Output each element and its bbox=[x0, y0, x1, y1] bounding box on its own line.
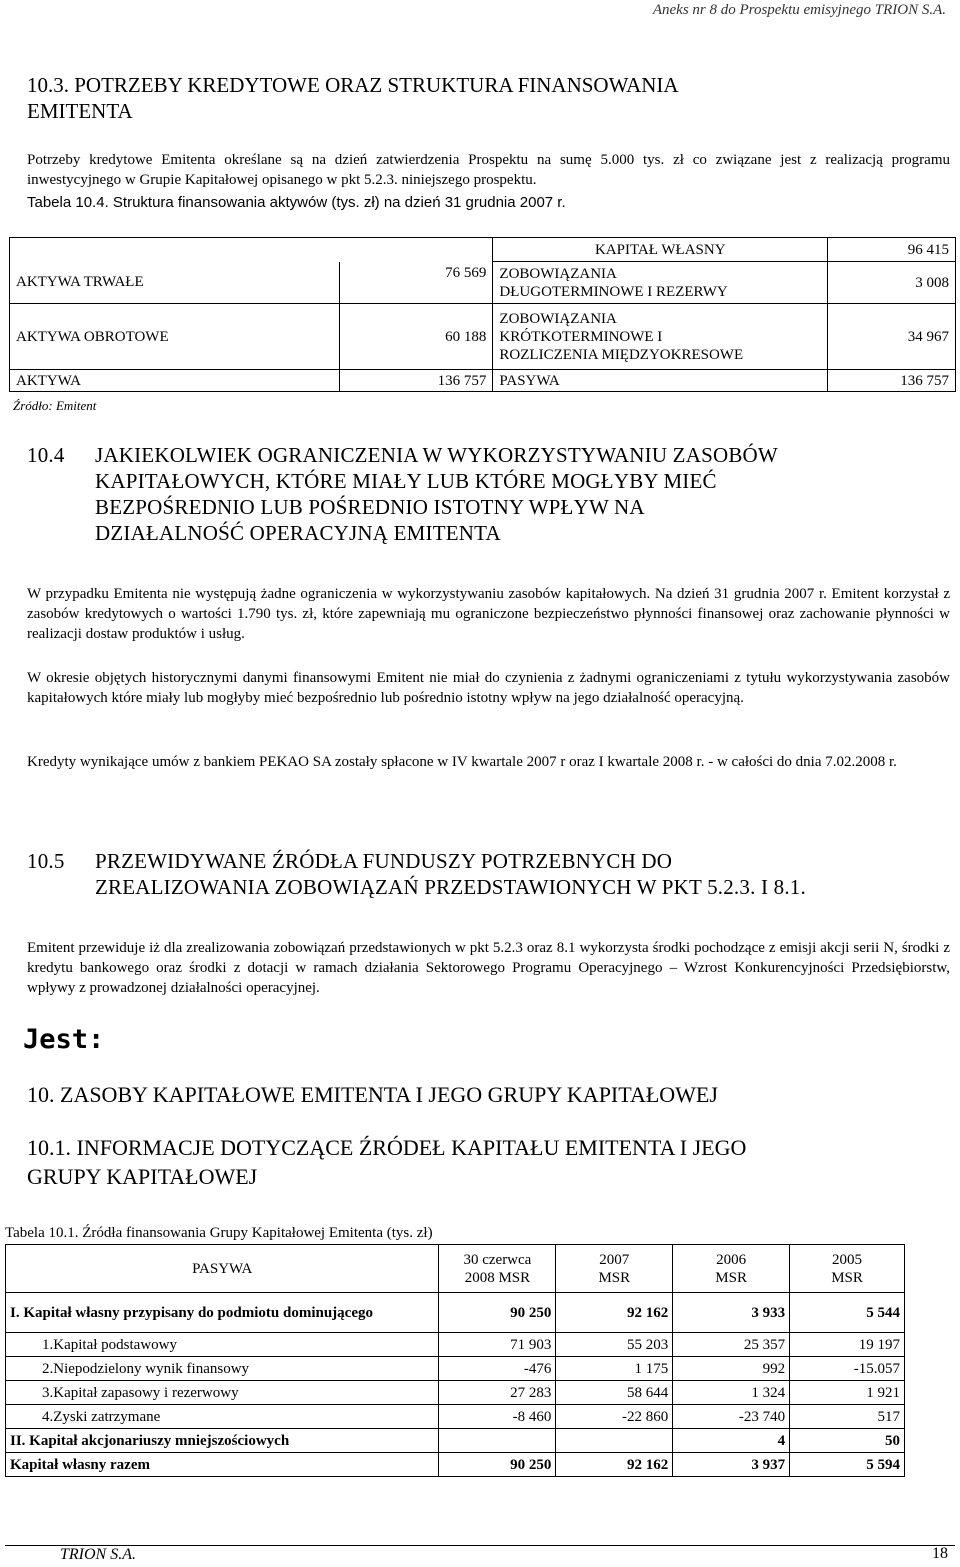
header-line: 2005 bbox=[832, 1251, 863, 1268]
running-header: Aneks nr 8 do Prospektu emisyjnego TRION S.A. bbox=[652, 2, 946, 18]
row-value: 92 162 bbox=[556, 1453, 673, 1477]
header-line: 2008 MSR bbox=[464, 1269, 531, 1286]
row-value: 25 357 bbox=[673, 1333, 790, 1357]
table-caption-10-4: Tabela 10.4. Struktura finansowania aktywów (tys. zł) na dzień 31 grudnia 2007 r. bbox=[27, 194, 566, 211]
total-liabilities-label: PASYWA bbox=[493, 370, 828, 392]
fixed-assets-value: 76 569 bbox=[339, 262, 493, 304]
row-label: 3.Kapitał zapasowy i rezerwowy bbox=[6, 1381, 439, 1405]
header-line: MSR bbox=[715, 1269, 747, 1286]
section-10-4-number: 10.4 bbox=[27, 443, 65, 467]
row-value: 4 bbox=[673, 1429, 790, 1453]
header-col-2007 bbox=[556, 1245, 673, 1293]
table-header-row bbox=[6, 1245, 905, 1293]
row-value bbox=[439, 1429, 556, 1453]
header-line: 2007 bbox=[599, 1251, 630, 1268]
row-value: -15.057 bbox=[790, 1357, 905, 1381]
heading-line: EMITENTA bbox=[27, 99, 133, 123]
table-row bbox=[6, 1405, 905, 1429]
row-value: -23 740 bbox=[673, 1405, 790, 1429]
row-value: 1 175 bbox=[556, 1357, 673, 1381]
section-10-3-heading bbox=[27, 72, 907, 124]
short-liabilities-value: 34 967 bbox=[828, 304, 956, 370]
long-liabilities-value: 3 008 bbox=[828, 262, 956, 304]
header-line: MSR bbox=[598, 1269, 631, 1286]
section-10-5-title bbox=[95, 848, 945, 900]
table-row bbox=[6, 1429, 905, 1453]
header-col-2008 bbox=[439, 1245, 556, 1293]
heading-line: 10.1. INFORMACJE DOTYCZĄCE ŹRÓDEŁ KAPITAŁU EMITENTA I JEGO bbox=[27, 1135, 747, 1160]
header-pasywa: PASYWA bbox=[6, 1245, 439, 1293]
assets-structure-table bbox=[9, 237, 956, 392]
table-caption-10-1: Tabela 10.1. Źródła finansowania Grupy Kapitałowej Emitenta (tys. zł) bbox=[5, 1225, 433, 1241]
row-value: -22 860 bbox=[556, 1405, 673, 1429]
current-assets-value: 60 188 bbox=[339, 304, 493, 370]
source-note: Źródło: Emitent bbox=[13, 398, 97, 413]
row-value: 55 203 bbox=[556, 1333, 673, 1357]
header-line: 2006 bbox=[716, 1251, 747, 1268]
empty-cell bbox=[10, 238, 340, 262]
label-line: ZOBOWIĄZANIA bbox=[499, 265, 617, 282]
total-assets-value: 136 757 bbox=[339, 370, 493, 392]
header-col-2005 bbox=[790, 1245, 905, 1293]
section-10-heading: 10. ZASOBY KAPITAŁOWE EMITENTA I JEGO GRUPY KAPITAŁOWEJ bbox=[27, 1082, 718, 1107]
section-10-4-paragraph-2: W okresie objętych historycznymi danymi finansowymi Emitent nie miał do czynienia z żadnymi ograniczeniami z tytułu wykorzystywania zasobów kapitałowych które miały lub mogłyby mieć bezpośrednio lub pośrednio istotny wpływ na jego działalność operacyjną. bbox=[27, 670, 950, 706]
section-10-5-paragraph: Emitent przewiduje iż dla zrealizowania zobowiązań przedstawionych w pkt 5.2.3 oraz 8.1 wykorzysta środki pochodzące z emisji akcji serii N, środki z kredytu bankowego oraz środki z dotacji w ramach działania Sektorowego Programu Operacyjnego – Wzrost Konkurencyjności Przedsiębiorstw, wpływy z prowadzonej działalności operacyjnej. bbox=[27, 940, 950, 996]
table-row bbox=[6, 1381, 905, 1405]
table-row bbox=[6, 1293, 905, 1333]
row-value: 517 bbox=[790, 1405, 905, 1429]
title-line: PRZEWIDYWANE ŹRÓDŁA FUNDUSZY POTRZEBNYCH DO bbox=[95, 849, 673, 873]
row-label: 1.Kapitał podstawowy bbox=[6, 1333, 439, 1357]
section-10-3-paragraph: Potrzeby kredytowe Emitenta określane są na dzień zatwierdzenia Prospektu na sumę 5.000 tys. zł co związane jest z realizacją programu inwestycyjnego w Grupie Kapitałowej opisanego w pkt 5.2.3. niniejszego prospektu. bbox=[27, 152, 950, 188]
heading-line: GRUPY KAPITAŁOWEJ bbox=[27, 1164, 258, 1189]
row-value: 90 250 bbox=[439, 1293, 556, 1333]
title-line: JAKIEKOLWIEK OGRANICZENIA W WYKORZYSTYWANIU ZASOBÓW bbox=[95, 443, 778, 467]
row-value: 27 283 bbox=[439, 1381, 556, 1405]
row-value: 19 197 bbox=[790, 1333, 905, 1357]
fixed-assets-label: AKTYWA TRWAŁE bbox=[10, 262, 340, 304]
title-line: KAPITAŁOWYCH, KTÓRE MIAŁY LUB KTÓRE MOGŁYBY MIEĆ bbox=[95, 469, 717, 493]
row-value: 992 bbox=[673, 1357, 790, 1381]
row-value: 3 933 bbox=[673, 1293, 790, 1333]
empty-cell bbox=[339, 238, 493, 262]
section-10-5-number: 10.5 bbox=[27, 849, 65, 873]
row-value: 3 937 bbox=[673, 1453, 790, 1477]
row-value: 1 324 bbox=[673, 1381, 790, 1405]
section-10-4-paragraph-1: W przypadku Emitenta nie występują żadne ograniczenia w wykorzystywaniu zasobów kapitałowych. Na dzień 31 grudnia 2007 r. Emitent korzystał z zasobów kredytowych o wartości 1.790 tys. zł, które zapewniają mu ograniczone bezpieczeństwo płynności finansowej oraz zachowanie płynności w realizacji dostaw produktów i usług. bbox=[27, 586, 950, 642]
row-value: 5 544 bbox=[790, 1293, 905, 1333]
title-line: BEZPOŚREDNIO LUB POŚREDNIO ISTOTNY WPŁYW NA bbox=[95, 495, 645, 519]
row-label: 4.Zyski zatrzymane bbox=[6, 1405, 439, 1429]
row-label: I. Kapitał własny przypisany do podmiotu dominującego bbox=[6, 1293, 439, 1333]
total-assets-label: AKTYWA bbox=[10, 370, 340, 392]
footer-company: TRION S.A. bbox=[60, 1546, 136, 1563]
section-10-4-paragraph-3: Kredyty wynikające umów z bankiem PEKAO SA zostały spłacone w IV kwartale 2007 r oraz I kwartale 2008 r. - w całości do dnia 7.02.2008 r. bbox=[27, 754, 897, 770]
table-row bbox=[6, 1333, 905, 1357]
footer-divider bbox=[5, 1545, 955, 1546]
label-line: ROZLICZENIA MIĘDZYOKRESOWE bbox=[499, 346, 744, 363]
row-value: 5 594 bbox=[790, 1453, 905, 1477]
table-row bbox=[6, 1357, 905, 1381]
long-liabilities-label bbox=[493, 262, 828, 304]
row-label: 2.Niepodzielony wynik finansowy bbox=[6, 1357, 439, 1381]
section-10-4-title bbox=[95, 442, 945, 546]
section-10-1-heading bbox=[27, 1133, 746, 1191]
row-value: -8 460 bbox=[439, 1405, 556, 1429]
jest-label: Jest: bbox=[23, 1024, 105, 1055]
row-value: -476 bbox=[439, 1357, 556, 1381]
label-line: DŁUGOTERMINOWE I REZERWY bbox=[499, 283, 728, 300]
row-value: 71 903 bbox=[439, 1333, 556, 1357]
equity-value: 96 415 bbox=[828, 238, 956, 262]
short-liabilities-label bbox=[493, 304, 828, 370]
header-line: MSR bbox=[831, 1269, 863, 1286]
header-line: 30 czerwca bbox=[463, 1251, 532, 1268]
title-line: DZIAŁALNOŚĆ OPERACYJNĄ EMITENTA bbox=[95, 521, 501, 545]
page-number: 18 bbox=[932, 1545, 948, 1562]
total-liabilities-value: 136 757 bbox=[828, 370, 956, 392]
table-row bbox=[6, 1453, 905, 1477]
row-value: 92 162 bbox=[556, 1293, 673, 1333]
row-label: II. Kapitał akcjonariuszy mniejszościowych bbox=[6, 1429, 439, 1453]
heading-line: 10.3. POTRZEBY KREDYTOWE ORAZ STRUKTURA FINANSOWANIA bbox=[27, 73, 679, 97]
equity-label: KAPITAŁ WŁASNY bbox=[493, 238, 828, 262]
label-line: ZOBOWIĄZANIA bbox=[499, 310, 617, 327]
row-value bbox=[556, 1429, 673, 1453]
row-value: 58 644 bbox=[556, 1381, 673, 1405]
label-line: KRÓTKOTERMINOWE I bbox=[499, 328, 663, 345]
equity-sources-table bbox=[5, 1244, 905, 1477]
row-label: Kapitał własny razem bbox=[6, 1453, 439, 1477]
current-assets-label: AKTYWA OBROTOWE bbox=[10, 304, 340, 370]
title-line: ZREALIZOWANIA ZOBOWIĄZAŃ PRZEDSTAWIONYCH W PKT 5.2.3. I 8.1. bbox=[95, 875, 806, 899]
header-col-2006 bbox=[673, 1245, 790, 1293]
row-value: 90 250 bbox=[439, 1453, 556, 1477]
row-value: 1 921 bbox=[790, 1381, 905, 1405]
row-value: 50 bbox=[790, 1429, 905, 1453]
